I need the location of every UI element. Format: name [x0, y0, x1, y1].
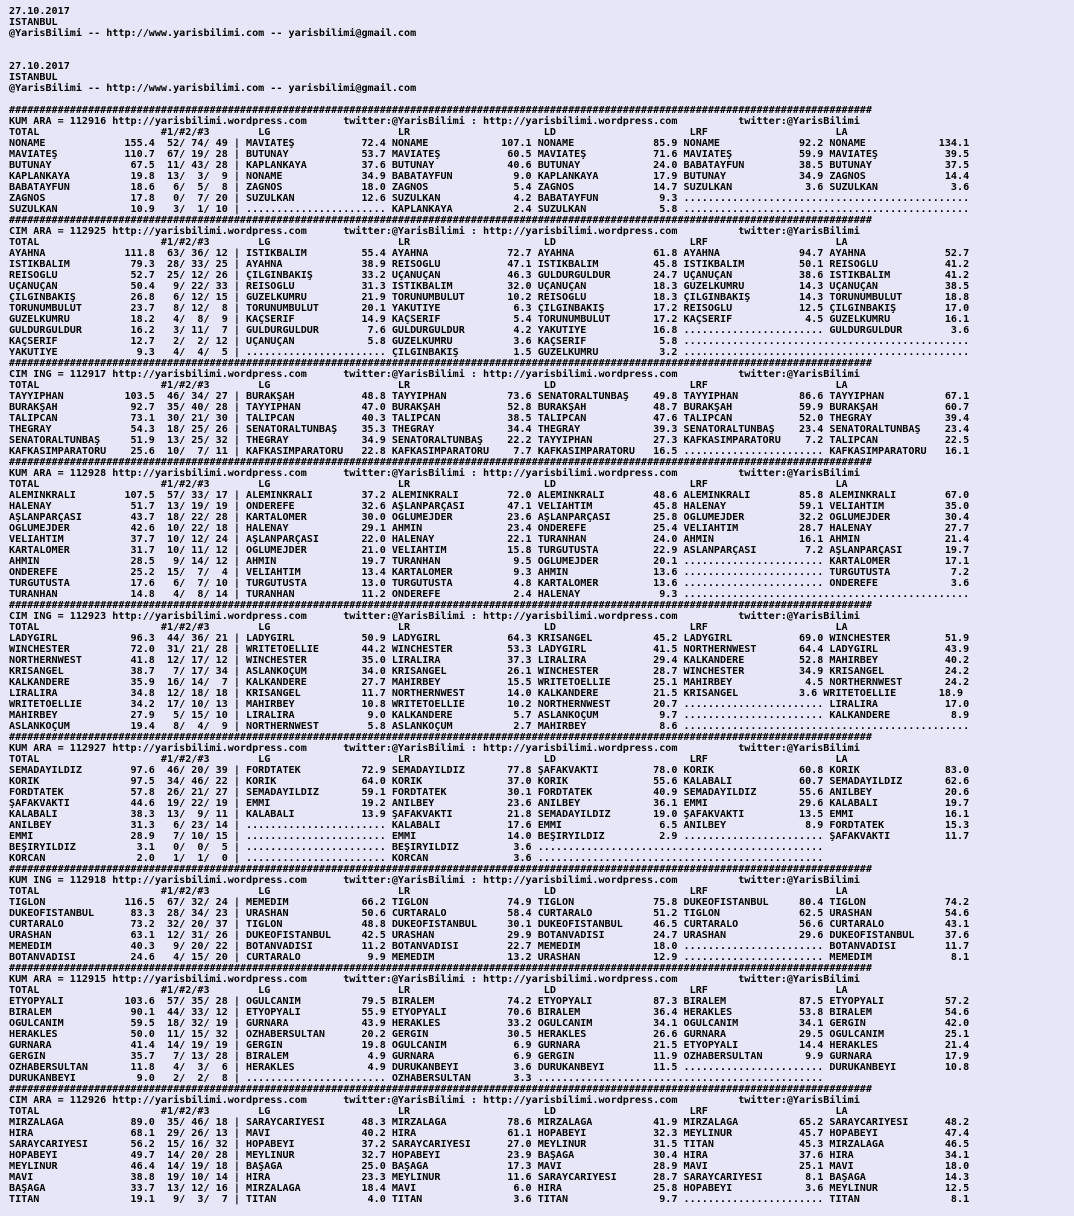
report-line: SEMADAYILDIZ 97.6 46/ 20/ 39 | FORDTATEK 72.9 SEMADAYILDIZ 77.8 ŞAFAKVAKTİ 78.0 KORİK 60.8 KORİK 83.0	[9, 765, 970, 776]
report-line: KORCAN 2.0 1/ 1/ 0 | ....................... KORCAN 3.6 ...............................................	[9, 853, 824, 864]
section-divider: ##############################################################################################################################################	[9, 864, 872, 875]
blank-line	[9, 94, 1069, 105]
report-line: GULDURGULDUR 16.2 3/ 11/ 7 | GULDURGULDUR 7.6 GULDURGULDUR 4.2 YAKUTİYE 16.8 ....................... GULDURGULDUR 3.6	[9, 325, 970, 336]
report-line: İSTİKBALİM 79.3 28/ 33/ 25 | AYAHNA 38.9 REİSOGLU 47.1 İSTİKBALİM 45.8 İSTİKBALİM 50.1 REİSOGLU 41.2	[9, 259, 970, 270]
report-line: UÇANUÇAN 50.4 9/ 22/ 33 | REİSOGLU 31.3 İSTİKBALİM 32.0 UÇANUÇAN 18.3 GUZELKUMRU 14.3 UÇANUÇAN 38.5	[9, 281, 970, 292]
report-line: REİSOGLU 52.7 25/ 12/ 26 | ÇILGINBAKIŞ 33.2 UÇANUÇAN 46.3 GULDURGULDUR 24.7 UÇANUÇAN 38.6 İSTİKBALİM 41.2	[9, 270, 970, 281]
report-line: ETYOPYALI 103.6 57/ 35/ 28 | OGULCANIM 79.5 BİRALEM 74.2 ETYOPYALI 87.3 BİRALEM 87.5 ETYOPYALI 57.2	[9, 996, 970, 1007]
column-header: TOTAL #1/#2/#3 LG LR LD LRF LA	[9, 127, 848, 138]
report-line: KRISANGEL 38.7 7/ 17/ 34 | ASLANKOÇUM 34.0 KRISANGEL 26.1 WINCHESTER 28.7 WINCHESTER 34.9 KRISANGEL 24.2	[9, 666, 970, 677]
report-line: LADYGIRL 96.3 44/ 36/ 21 | LADYGIRL 50.9 LADYGIRL 64.3 KRISANGEL 45.2 LADYGIRL 69.0 WINCHESTER 51.9	[9, 633, 970, 644]
report-line: TIGLON 116.5 67/ 32/ 24 | MEMEDİM 66.2 TIGLON 74.9 TIGLON 75.8 DUKEOFISTANBUL 80.4 TIGLON 74.2	[9, 897, 970, 908]
report-line: MAVİ 38.8 19/ 10/ 14 | HIRA 23.3 MEYLİNUR 11.6 SARAYCARİYESİ 28.7 SARAYCARİYESİ 8.1 BAŞAĞA 14.3	[9, 1172, 970, 1183]
report-line: SENATORALTUNBAŞ 51.9 13/ 25/ 32 | THEGRAY 34.9 SENATORALTUNBAŞ 22.2 TAYYİPHAN 27.3 KAFKASİMPARATORU 7.2 TALİPCAN 22.5	[9, 435, 970, 446]
report-line: DURUKANBEYİ 9.0 2/ 2/ 8 | ....................... OZHABERSULTAN 3.3 ...............................................	[9, 1073, 824, 1084]
report-line: TURANHAN 14.8 4/ 8/ 14 | TURANHAN 11.2 ONDEREFE 2.4 HALENAY 9.3 ...............................................	[9, 589, 970, 600]
section-divider: ##############################################################################################################################################	[9, 457, 872, 468]
report-line: TAYYİPHAN 103.5 46/ 34/ 27 | BURAKŞAH 48.8 TAYYİPHAN 73.6 SENATORALTUNBAŞ 49.8 TAYYİPHAN 86.6 TAYYİPHAN 67.1	[9, 391, 970, 402]
report-line: VELİAHTIM 37.7 10/ 12/ 24 | AŞLANPARÇASI 22.0 HALENAY 22.1 TURANHAN 24.0 AHMİN 16.1 AHMİN 21.4	[9, 534, 970, 545]
report-line: HERAKLES 50.0 11/ 15/ 32 | OZHABERSULTAN 20.2 GERGİN 30.5 HERAKLES 26.6 GURNARA 29.5 OGULCANIM 25.1	[9, 1029, 970, 1040]
report-line: MEMEDİM 40.3 9/ 20/ 22 | BOTANVADİSİ 11.2 BOTANVADİSİ 22.7 MEMEDİM 18.0 ....................... BOTANVADİSİ 11.7	[9, 941, 970, 952]
report-line: ZAGNOS 17.8 0/ 7/ 20 | SUZULKAN 12.6 SUZULKAN 4.2 BABATAYFUN 9.3 ...............................................	[9, 193, 970, 204]
report-line: FORDTATEK 57.8 26/ 21/ 27 | SEMADAYILDIZ 59.1 FORDTATEK 30.1 FORDTATEK 40.9 SEMADAYILDIZ 55.6 ANILBEY 20.6	[9, 787, 970, 798]
report-line: BAŞAĞA 33.7 13/ 12/ 16 | MİRZALAĞA 18.4 MAVİ 6.0 HIRA 25.8 HOPABEYİ 3.6 MEYLİNUR 12.5	[9, 1183, 970, 1194]
race-header: KUM ARA = 112928 http://yarisbilimi.wordpress.com twitter:@YarisBilimi : http://yarisbilimi.wordpress.com twitter:@YarisBilimi	[9, 468, 860, 479]
report-line: BEŞİRYILDIZ 3.1 0/ 0/ 5 | ....................... BEŞİRYILDIZ 3.6 ...............................................	[9, 842, 824, 853]
section-divider: ##############################################################################################################################################	[9, 1084, 872, 1095]
report-line: URASHAN 63.1 12/ 31/ 26 | DUKEOFISTANBUL 42.5 URASHAN 29.9 BOTANVADİSİ 24.7 URASHAN 29.6 DUKEOFISTANBUL 37.6	[9, 930, 970, 941]
report-line: BUTUNAY 67.5 11/ 43/ 28 | KAPLANKAYA 37.6 BUTUNAY 40.6 BUTUNAY 24.0 BABATAYFUN 38.5 BUTUNAY 37.5	[9, 160, 970, 171]
report-city: ISTANBUL	[9, 17, 58, 28]
race-header: KUM ING = 112918 http://yarisbilimi.wordpress.com twitter:@YarisBilimi : http://yarisbilimi.wordpress.com twitter:@YarisBilimi	[9, 875, 860, 886]
race-header: KUM ARA = 112927 http://yarisbilimi.wordpress.com twitter:@YarisBilimi : http://yarisbilimi.wordpress.com twitter:@YarisBilimi	[9, 743, 860, 754]
blank-line	[9, 39, 1069, 50]
report-line: MAVİATEŞ 110.7 67/ 19/ 28 | BUTUNAY 53.7 MAVİATEŞ 60.5 MAVİATEŞ 71.6 MAVİATEŞ 59.9 MAVİATEŞ 39.5	[9, 149, 970, 160]
section-divider: ##############################################################################################################################################	[9, 215, 872, 226]
report-line: KORİK 97.5 34/ 46/ 22 | KORİK 64.0 KORİK 37.0 KORİK 55.6 KALABALI 60.7 SEMADAYILDIZ 62.6	[9, 776, 970, 787]
report-line: CURTARALO 73.2 32/ 20/ 37 | TIGLON 48.8 DUKEOFISTANBUL 30.1 DUKEOFISTANBUL 46.5 CURTARALO 56.6 CURTARALO 43.1	[9, 919, 970, 930]
section-divider: ##############################################################################################################################################	[9, 963, 872, 974]
report-line: BİRALEM 90.1 44/ 33/ 12 | ETYOPYALI 55.9 ETYOPYALI 70.6 BİRALEM 36.4 HERAKLES 53.8 BİRALEM 54.6	[9, 1007, 970, 1018]
column-header: TOTAL #1/#2/#3 LG LR LD LRF LA	[9, 479, 848, 490]
column-header: TOTAL #1/#2/#3 LG LR LD LRF LA	[9, 1106, 848, 1117]
report-line: WRITETOELLIE 34.2 17/ 10/ 13 | MAHİRBEY 10.8 WRITETOELLIE 10.2 NORTHERNWEST 20.7 ....................... LIRALIRA 17.0	[9, 699, 970, 710]
report-line: THEGRAY 54.3 18/ 25/ 26 | SENATORALTUNBAŞ 35.3 THEGRAY 34.4 THEGRAY 39.3 SENATORALTUNBAŞ 23.4 SENATORALTUNBAŞ 23.4	[9, 424, 970, 435]
report-line: GURNARA 41.4 14/ 19/ 19 | GERGİN 19.8 OGULCANIM 6.9 GURNARA 21.5 ETYOPYALI 14.4 HERAKLES 21.4	[9, 1040, 970, 1051]
report-line: ANILBEY 31.3 6/ 23/ 14 | ....................... KALABALI 17.6 EMMİ 6.5 ANILBEY 8.9 FORDTATEK 15.3	[9, 820, 970, 831]
contact-line: @YarisBilimi -- http://www.yarisbilimi.com -- yarisbilimi@gmail.com	[9, 28, 417, 39]
report-date: 27.10.2017	[9, 61, 70, 72]
report-line: TİTAN 19.1 9/ 3/ 7 | TİTAN 4.0 TİTAN 3.6 TİTAN 9.7 ....................... TİTAN 8.1	[9, 1194, 970, 1205]
race-header: CIM ARA = 112926 http://yarisbilimi.wordpress.com twitter:@YarisBilimi : http://yarisbilimi.wordpress.com twitter:@YarisBilimi	[9, 1095, 860, 1106]
report-line: HOPABEYİ 49.7 14/ 20/ 28 | MEYLİNUR 32.7 HOPABEYİ 23.9 BAŞAĞA 30.4 HIRA 37.6 HIRA 34.1	[9, 1150, 970, 1161]
report-line: AŞLANPARÇASI 43.7 18/ 22/ 28 | KARTALOMER 30.0 OGLUMEJDER 23.6 AŞLANPARÇASI 25.8 OGLUMEJDER 32.2 OGLUMEJDER 30.4	[9, 512, 970, 523]
report-line: ASLANKOÇUM 19.4 8/ 4/ 9 | NORTHERNWEST 5.8 ASLANKOÇUM 2.7 MAHİRBEY 8.6 ...............................................	[9, 721, 970, 732]
race-header: KUM ARA = 112915 http://yarisbilimi.wordpress.com twitter:@YarisBilimi : http://yarisbilimi.wordpress.com twitter:@YarisBilimi	[9, 974, 860, 985]
report-line: BOTANVADİSİ 24.6 4/ 15/ 20 | CURTARALO 9.9 MEMEDİM 13.2 URASHAN 12.9 ....................... MEMEDİM 8.1	[9, 952, 970, 963]
report-line: AHMİN 28.5 9/ 14/ 12 | AHMİN 19.7 TURANHAN 9.5 OGLUMEJDER 20.1 ....................... KARTALOMER 17.1	[9, 556, 970, 567]
report-line: ÇILGINBAKIŞ 26.8 6/ 12/ 15 | GUZELKUMRU 21.9 TORUNUMBULUT 10.2 REİSOGLU 18.3 ÇILGINBAKIŞ 14.3 TORUNUMBULUT 18.8	[9, 292, 970, 303]
blank-line	[9, 50, 1069, 61]
report-line: YAKUTİYE 9.3 4/ 4/ 5 | ....................... ÇILGINBAKIŞ 1.5 GUZELKUMRU 3.2 ...............................................	[9, 347, 970, 358]
report-line: ŞAFAKVAKTİ 44.6 19/ 22/ 19 | EMMİ 19.2 ANILBEY 23.6 ANILBEY 36.1 EMMİ 29.6 KALABALI 19.7	[9, 798, 970, 809]
report-line: BURAKŞAH 92.7 35/ 40/ 28 | TAYYİPHAN 47.0 BURAKŞAH 52.8 BURAKŞAH 48.7 BURAKŞAH 59.9 BURAKŞAH 60.7	[9, 402, 970, 413]
report-line: ALEMİNKRALI 107.5 57/ 33/ 17 | ALEMİNKRALI 37.2 ALEMİNKRALI 72.0 ALEMİNKRALI 48.6 ALEMİNKRALI 85.8 ALEMİNKRALI 67.0	[9, 490, 970, 501]
report-city: ISTANBUL	[9, 72, 58, 83]
column-header: TOTAL #1/#2/#3 LG LR LD LRF LA	[9, 886, 848, 897]
section-divider: ##############################################################################################################################################	[9, 600, 872, 611]
contact-line: @YarisBilimi -- http://www.yarisbilimi.com -- yarisbilimi@gmail.com	[9, 83, 417, 94]
report-line: TALİPCAN 73.1 30/ 21/ 30 | TALİPCAN 40.3 TALİPCAN 38.5 TALİPCAN 47.6 TALİPCAN 52.0 THEGRAY 39.4	[9, 413, 970, 424]
report-line: KALABALI 38.3 13/ 9/ 11 | KALABALI 13.9 ŞAFAKVAKTİ 21.8 SEMADAYILDIZ 19.0 ŞAFAKVAKTİ 13.5 EMMİ 16.1	[9, 809, 970, 820]
column-header: TOTAL #1/#2/#3 LG LR LD LRF LA	[9, 754, 848, 765]
report-date: 27.10.2017	[9, 6, 70, 17]
report-line: MİRZALAĞA 89.0 35/ 46/ 18 | SARAYCARİYESİ 48.3 MİRZALAĞA 78.6 MİRZALAĞA 41.9 MİRZALAĞA 65.2 SARAYCARİYESİ 48.2	[9, 1117, 970, 1128]
results-document	[9, 6, 1069, 1205]
report-line: KARTALOMER 31.7 10/ 11/ 12 | OGLUMEJDER 21.0 VELİAHTIM 15.8 TURGUTUSTA 22.9 ASLANPARÇASI 7.2 AŞLANPARÇASI 19.7	[9, 545, 970, 556]
report-line: OZHABERSULTAN 11.8 4/ 3/ 6 | HERAKLES 4.9 DURUKANBEYİ 3.6 DURUKANBEYİ 11.5 ....................... DURUKANBEYİ 10.8	[9, 1062, 970, 1073]
race-header: CIM ING = 112923 http://yarisbilimi.wordpress.com twitter:@YarisBilimi : http://yarisbilimi.wordpress.com twitter:@YarisBilimi	[9, 611, 860, 622]
report-line: KAPLANKAYA 19.8 13/ 3/ 9 | NONAME 34.9 BABATAYFUN 9.0 KAPLANKAYA 17.9 BUTUNAY 34.9 ZAGNOS 14.4	[9, 171, 970, 182]
report-line: KALKANDERE 35.9 16/ 14/ 7 | KALKANDERE 27.7 MAHİRBEY 15.5 WRITETOELLIE 25.1 MAHİRBEY 4.5 NORTHERNWEST 24.2	[9, 677, 970, 688]
report-line: SUZULKAN 10.9 3/ 1/ 10 | ....................... KAPLANKAYA 2.4 SUZULKAN 5.8 ...............................................	[9, 204, 970, 215]
race-header: CIM ING = 112917 http://yarisbilimi.wordpress.com twitter:@YarisBilimi : http://yarisbilimi.wordpress.com twitter:@YarisBilimi	[9, 369, 860, 380]
report-line: DUKEOFISTANBUL 83.3 28/ 34/ 23 | URASHAN 50.6 CURTARALO 58.4 CURTARALO 51.2 TIGLON 62.5 URASHAN 54.6	[9, 908, 970, 919]
report-line: KAFKASİMPARATORU 25.6 10/ 7/ 11 | KAFKASİMPARATORU 22.8 KAFKASİMPARATORU 7.7 KAFKASİMPARATORU 16.5 ....................... KAFKASİMPARATORU 16.1	[9, 446, 970, 457]
report-line: HIRA 68.1 29/ 26/ 13 | MAVİ 40.2 HIRA 61.1 HOPABEYİ 32.3 MEYLİNUR 45.7 HOPABEYİ 47.4	[9, 1128, 970, 1139]
report-line: NORTHERNWEST 41.8 12/ 17/ 12 | WINCHESTER 35.0 LIRALIRA 37.3 LIRALIRA 29.4 KALKANDERE 52.8 MAHİRBEY 40.2	[9, 655, 970, 666]
report-line: ONDEREFE 25.2 15/ 7/ 4 | VELİAHTIM 13.4 KARTALOMER 9.3 AHMİN 13.6 ....................... TURGUTUSTA 7.2	[9, 567, 970, 578]
report-line: EMMİ 28.9 7/ 10/ 15 | ....................... EMMİ 14.0 BEŞİRYILDIZ 2.9 ....................... ŞAFAKVAKTİ 11.7	[9, 831, 970, 842]
report-line: OGLUMEJDER 42.6 10/ 22/ 18 | HALENAY 29.1 AHMİN 23.4 ONDEREFE 25.4 VELİAHTIM 28.7 HALENAY 27.7	[9, 523, 970, 534]
report-line: WINCHESTER 72.0 31/ 21/ 28 | WRITETOELLIE 44.2 WINCHESTER 53.3 LADYGIRL 41.5 NORTHERNWEST 64.4 LADYGIRL 43.9	[9, 644, 970, 655]
report-line: GERGİN 35.7 7/ 13/ 28 | BİRALEM 4.9 GURNARA 6.9 GERGİN 11.9 OZHABERSULTAN 9.9 GURNARA 17.9	[9, 1051, 970, 1062]
report-line: BABATAYFUN 18.6 6/ 5/ 8 | ZAGNOS 18.0 ZAGNOS 5.4 ZAGNOS 14.7 SUZULKAN 3.6 SUZULKAN 3.6	[9, 182, 970, 193]
report-line: GUZELKUMRU 18.2 4/ 8/ 9 | KAÇSERİF 14.9 KAÇSERİF 5.4 TORUNUMBULUT 17.2 KAÇSERİF 4.5 GUZELKUMRU 16.1	[9, 314, 970, 325]
section-divider: ##############################################################################################################################################	[9, 358, 872, 369]
report-line: HALENAY 51.7 13/ 19/ 19 | ONDEREFE 32.6 AŞLANPARÇASI 47.1 VELİAHTIM 45.8 HALENAY 59.1 VELİAHTIM 35.0	[9, 501, 970, 512]
section-divider: ##############################################################################################################################################	[9, 732, 872, 743]
column-header: TOTAL #1/#2/#3 LG LR LD LRF LA	[9, 237, 848, 248]
report-line: LIRALIRA 34.8 12/ 18/ 18 | KRISANGEL 11.7 NORTHERNWEST 14.0 KALKANDERE 21.5 KRISANGEL 3.6 WRITETOELLIE 18.9	[9, 688, 964, 699]
report-line: OGULCANIM 59.5 18/ 32/ 19 | GURNARA 43.9 HERAKLES 33.2 OGULCANIM 34.1 OGULCANIM 34.1 GERGİN 42.0	[9, 1018, 970, 1029]
race-header: KUM ARA = 112916 http://yarisbilimi.wordpress.com twitter:@YarisBilimi : http://yarisbilimi.wordpress.com twitter:@YarisBilimi	[9, 116, 860, 127]
report-line: TORUNUMBULUT 23.7 8/ 12/ 8 | TORUNUMBULUT 20.1 YAKUTİYE 6.3 ÇILGINBAKIŞ 17.2 REİSOGLU 12.5 ÇILGINBAKIŞ 17.0	[9, 303, 970, 314]
report-line: TURGUTUSTA 17.6 6/ 7/ 10 | TURGUTUSTA 13.0 TURGUTUSTA 4.8 KARTALOMER 13.6 ....................... ONDEREFE 3.6	[9, 578, 970, 589]
section-divider: ##############################################################################################################################################	[9, 105, 872, 116]
report-line: MAHİRBEY 27.9 5/ 15/ 10 | LIRALIRA 9.0 KALKANDERE 5.7 ASLANKOÇUM 9.7 ....................... KALKANDERE 8.9	[9, 710, 970, 721]
column-header: TOTAL #1/#2/#3 LG LR LD LRF LA	[9, 380, 848, 391]
report-line: AYAHNA 111.8 63/ 36/ 12 | İSTİKBALİM 55.4 AYAHNA 72.7 AYAHNA 61.8 AYAHNA 94.7 AYAHNA 52.7	[9, 248, 970, 259]
column-header: TOTAL #1/#2/#3 LG LR LD LRF LA	[9, 622, 848, 633]
report-line: KAÇSERİF 12.7 2/ 2/ 12 | UÇANUÇAN 5.8 GUZELKUMRU 3.6 KAÇSERİF 5.8 ...............................................	[9, 336, 970, 347]
column-header: TOTAL #1/#2/#3 LG LR LD LRF LA	[9, 985, 848, 996]
report-line: NONAME 155.4 52/ 74/ 49 | MAVİATEŞ 72.4 NONAME 107.1 NONAME 85.9 NONAME 92.2 NONAME 134.1	[9, 138, 970, 149]
report-line: SARAYCARİYESİ 56.2 15/ 16/ 32 | HOPABEYİ 37.2 SARAYCARİYESİ 27.0 MEYLİNUR 31.5 TİTAN 45.3 MİRZALAĞA 46.5	[9, 1139, 970, 1150]
report-line: MEYLİNUR 46.4 14/ 19/ 18 | BAŞAĞA 25.0 BAŞAĞA 17.3 MAVİ 28.9 MAVİ 25.1 MAVİ 18.0	[9, 1161, 970, 1172]
race-header: CIM ARA = 112925 http://yarisbilimi.wordpress.com twitter:@YarisBilimi : http://yarisbilimi.wordpress.com twitter:@YarisBilimi	[9, 226, 860, 237]
